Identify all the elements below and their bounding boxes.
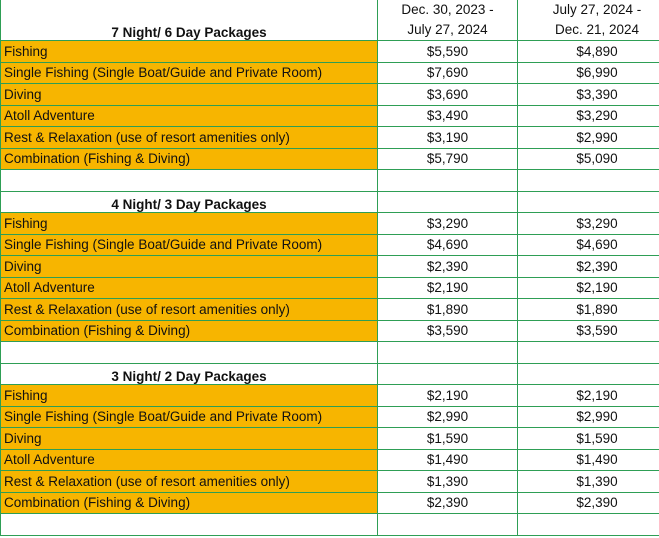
section-title[interactable]: 3 Night/ 2 Day Packages	[1, 363, 378, 385]
package-row	[1, 256, 659, 278]
price-period-2-cell[interactable]: $1,890	[518, 299, 659, 321]
package-name-cell[interactable]: Rest & Relaxation (use of resort amenities only)	[1, 299, 378, 321]
section-title[interactable]: 4 Night/ 3 Day Packages	[1, 191, 378, 213]
price-period-1-cell[interactable]: $5,590	[378, 41, 518, 63]
package-row	[1, 385, 659, 407]
price-period-2-cell[interactable]: $4,890	[518, 41, 659, 63]
period-1-header[interactable]	[378, 0, 518, 41]
package-name-cell[interactable]: Atoll Adventure	[1, 105, 378, 127]
package-name-cell[interactable]: Diving	[1, 84, 378, 106]
package-row	[1, 299, 659, 321]
price-period-2-cell[interactable]: $1,490	[518, 449, 659, 471]
price-period-1-cell[interactable]: $1,590	[378, 428, 518, 450]
package-row	[1, 449, 659, 471]
package-row	[1, 127, 659, 149]
package-row	[1, 492, 659, 514]
package-name-cell[interactable]: Combination (Fishing & Diving)	[1, 320, 378, 342]
package-row	[1, 148, 659, 170]
price-period-2-cell[interactable]: $3,390	[518, 84, 659, 106]
price-period-2-cell[interactable]: $3,290	[518, 213, 659, 235]
price-period-1-cell[interactable]: $3,690	[378, 84, 518, 106]
price-period-1-cell[interactable]: $1,890	[378, 299, 518, 321]
empty-cell[interactable]	[1, 514, 378, 536]
price-period-2-cell[interactable]: $5,090	[518, 148, 659, 170]
empty-cell[interactable]	[378, 342, 518, 364]
period-1-header-line-2: July 27, 2024	[407, 22, 488, 37]
price-period-1-cell[interactable]: $2,190	[378, 277, 518, 299]
price-period-2-cell[interactable]: $4,690	[518, 234, 659, 256]
empty-cell[interactable]	[378, 191, 518, 213]
price-period-1-cell[interactable]: $3,590	[378, 320, 518, 342]
package-name-cell[interactable]: Combination (Fishing & Diving)	[1, 492, 378, 514]
period-1-header-line-1: Dec. 30, 2023 -	[401, 2, 494, 17]
empty-cell[interactable]	[1, 342, 378, 364]
package-name-cell[interactable]: Single Fishing (Single Boat/Guide and Private Room)	[1, 234, 378, 256]
price-period-1-cell[interactable]: $2,990	[378, 406, 518, 428]
price-period-1-cell[interactable]: $3,490	[378, 105, 518, 127]
price-period-1-cell[interactable]: $7,690	[378, 62, 518, 84]
empty-cell[interactable]	[518, 342, 659, 364]
package-row	[1, 41, 659, 63]
price-period-1-cell[interactable]: $2,190	[378, 385, 518, 407]
period-2-header-line-1: July 27, 2024 -	[552, 2, 642, 17]
price-period-1-cell[interactable]: $3,290	[378, 213, 518, 235]
package-name-cell[interactable]: Atoll Adventure	[1, 449, 378, 471]
spreadsheet-body	[1, 0, 659, 535]
package-name-cell[interactable]: Single Fishing (Single Boat/Guide and Private Room)	[1, 406, 378, 428]
package-name-cell[interactable]: Fishing	[1, 41, 378, 63]
package-name-cell[interactable]: Diving	[1, 256, 378, 278]
package-row	[1, 406, 659, 428]
empty-cell[interactable]	[518, 170, 659, 192]
section-title[interactable]: 7 Night/ 6 Day Packages	[1, 0, 378, 41]
empty-cell[interactable]	[518, 363, 659, 385]
package-row	[1, 320, 659, 342]
price-period-2-cell[interactable]: $1,590	[518, 428, 659, 450]
package-row	[1, 105, 659, 127]
price-period-1-cell[interactable]: $3,190	[378, 127, 518, 149]
price-period-2-cell[interactable]: $2,990	[518, 127, 659, 149]
price-period-1-cell[interactable]: $4,690	[378, 234, 518, 256]
period-2-header-line-2: Dec. 21, 2024	[554, 22, 640, 37]
period-2-header[interactable]	[518, 0, 659, 41]
package-name-cell[interactable]: Rest & Relaxation (use of resort amenities only)	[1, 471, 378, 493]
price-period-2-cell[interactable]: $2,190	[518, 385, 659, 407]
section-title-row	[1, 191, 659, 213]
price-period-1-cell[interactable]: $1,490	[378, 449, 518, 471]
price-period-1-cell[interactable]: $1,390	[378, 471, 518, 493]
empty-cell[interactable]	[378, 170, 518, 192]
blank-row	[1, 342, 659, 364]
package-name-cell[interactable]: Atoll Adventure	[1, 277, 378, 299]
header-row	[1, 0, 659, 41]
price-period-2-cell[interactable]: $3,290	[518, 105, 659, 127]
package-row	[1, 471, 659, 493]
package-row	[1, 428, 659, 450]
empty-cell[interactable]	[518, 514, 659, 536]
package-row	[1, 62, 659, 84]
section-title-row	[1, 363, 659, 385]
blank-row	[1, 514, 659, 536]
package-name-cell[interactable]: Fishing	[1, 385, 378, 407]
blank-row	[1, 170, 659, 192]
price-period-2-cell[interactable]: $6,990	[518, 62, 659, 84]
empty-cell[interactable]	[378, 363, 518, 385]
empty-cell[interactable]	[378, 514, 518, 536]
price-period-1-cell[interactable]: $2,390	[378, 492, 518, 514]
package-row	[1, 234, 659, 256]
package-row	[1, 213, 659, 235]
price-period-2-cell[interactable]: $2,990	[518, 406, 659, 428]
price-period-2-cell[interactable]: $1,390	[518, 471, 659, 493]
price-period-1-cell[interactable]: $2,390	[378, 256, 518, 278]
package-name-cell[interactable]: Rest & Relaxation (use of resort amenities only)	[1, 127, 378, 149]
price-period-2-cell[interactable]: $2,190	[518, 277, 659, 299]
package-name-cell[interactable]: Single Fishing (Single Boat/Guide and Private Room)	[1, 62, 378, 84]
package-row	[1, 84, 659, 106]
price-period-2-cell[interactable]: $2,390	[518, 492, 659, 514]
price-period-1-cell[interactable]: $5,790	[378, 148, 518, 170]
package-name-cell[interactable]: Diving	[1, 428, 378, 450]
price-period-2-cell[interactable]: $2,390	[518, 256, 659, 278]
price-period-2-cell[interactable]: $3,590	[518, 320, 659, 342]
package-name-cell[interactable]: Combination (Fishing & Diving)	[1, 148, 378, 170]
empty-cell[interactable]	[1, 170, 378, 192]
package-name-cell[interactable]: Fishing	[1, 213, 378, 235]
empty-cell[interactable]	[518, 191, 659, 213]
package-row	[1, 277, 659, 299]
